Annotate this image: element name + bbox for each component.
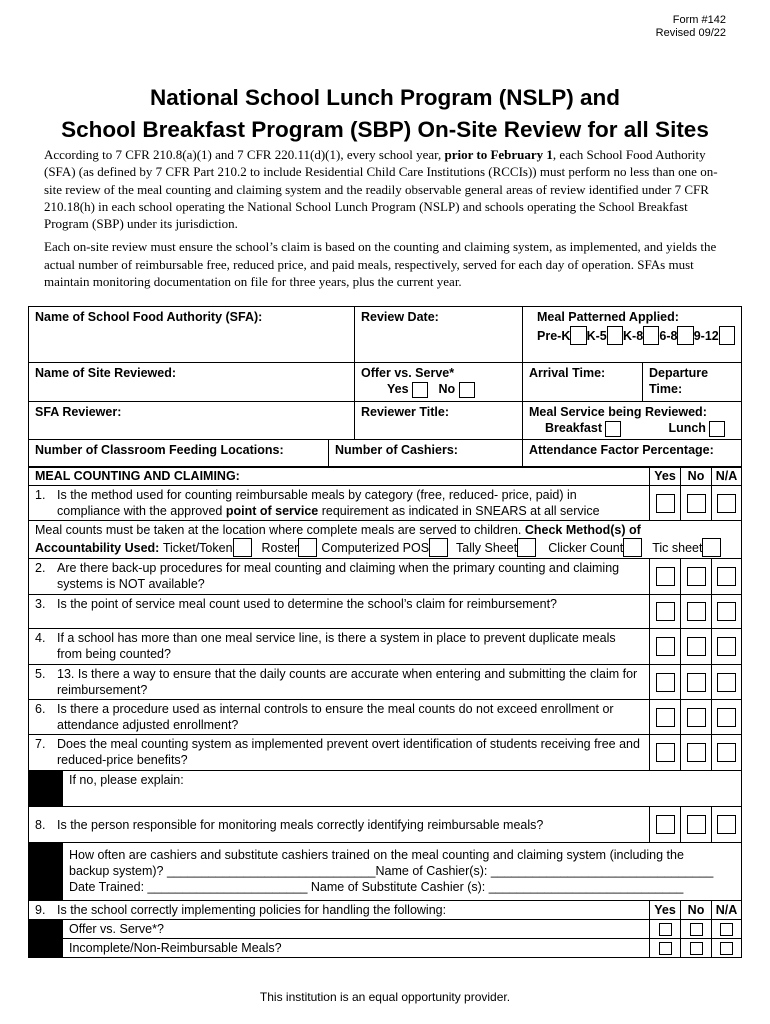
method-roster-checkbox[interactable] — [298, 538, 317, 557]
q3-text: Is the point of service meal count used to determine the school’s claim for reimbursement? — [57, 597, 558, 611]
title-line-2: School Breakfast Program (SBP) On-Site Review for all Sites — [61, 117, 709, 142]
q1-yes-checkbox[interactable] — [656, 494, 675, 513]
ovs-no-checkbox[interactable] — [459, 382, 475, 398]
q2-yes-checkbox[interactable] — [656, 567, 675, 586]
classroom-locations-field[interactable]: Number of Classroom Feeding Locations: — [29, 439, 329, 467]
method-pos-label: Computerized POS — [321, 540, 430, 555]
q3-no-cell — [681, 595, 712, 629]
q8-cashier-line[interactable]: backup system)? ______________________________Name of Cashier(s): ________________________________ — [69, 864, 714, 878]
q1-text-b: requirement as indicated in SNEARS at all service — [318, 504, 600, 518]
arrival-time-field[interactable]: Arrival Time: — [523, 363, 643, 402]
q9a-no-cell — [681, 920, 712, 939]
q8-number: 8. — [35, 817, 46, 832]
question-7 — [29, 735, 650, 771]
q2-no-cell — [681, 559, 712, 595]
q1-na-checkbox[interactable] — [717, 494, 736, 513]
q4-number: 4. — [35, 631, 46, 645]
ovs-no-label: No — [438, 382, 456, 396]
q9b-na-checkbox[interactable] — [720, 942, 733, 955]
q9b-no-checkbox[interactable] — [690, 942, 703, 955]
q4-yes-cell — [650, 629, 681, 665]
q7-number: 7. — [35, 737, 46, 751]
q2-number: 2. — [35, 561, 46, 575]
q7-no-checkbox[interactable] — [687, 743, 706, 762]
q8-no-checkbox[interactable] — [687, 815, 706, 834]
q3-no-checkbox[interactable] — [687, 602, 706, 621]
q5-yes-cell — [650, 665, 681, 700]
accountability-methods — [29, 521, 742, 559]
q6-na-checkbox[interactable] — [717, 708, 736, 727]
method-roster-label: Roster — [261, 540, 299, 555]
q9-col-no: No — [681, 901, 712, 920]
q9a-na-cell — [712, 920, 742, 939]
q9-number: 9. — [35, 903, 46, 917]
q4-no-cell — [681, 629, 712, 665]
q8-na-checkbox[interactable] — [717, 815, 736, 834]
checklist-header: MEAL COUNTING AND CLAIMING: — [29, 467, 650, 486]
ovs-cell — [355, 363, 523, 402]
q4-yes-checkbox[interactable] — [656, 637, 675, 656]
q6-number: 6. — [35, 702, 46, 716]
form-number-block — [656, 14, 726, 40]
meal-service-label: Meal Service being Reviewed: — [529, 405, 707, 419]
q7-yes-checkbox[interactable] — [656, 743, 675, 762]
q7-no-cell — [681, 735, 712, 771]
intro-p1-after: , each School Food Authority (SFA) (as defined by 7 CFR Part 210.2 to include Residential Child Care Institutions (RCCIs)) must perform no less than one on-site review of the meal counting and claiming system and the readily observable general areas of review identified under 7 CFR 210.18(h) in each school operating the National School Lunch Program (NSLP) and schools operating the School Breakfast Program (SBP) under its jurisdiction. — [44, 147, 718, 232]
intro-paragraph-2: Each on-site review must ensure the school’s claim is based on the counting and claiming system, as implemented, and yields the actual number of reimbursable free, reduced price, and paid meals, respectively, served for each day of operation. SFAs must maintain monitoring documentation on file for three years, plus the current year. — [44, 239, 717, 290]
question-1 — [29, 486, 650, 521]
grade-prek-label: Pre-K — [537, 328, 571, 343]
grade-k8-label: K-8 — [623, 328, 644, 343]
q9a-yes-checkbox[interactable] — [659, 923, 672, 936]
lunch-checkbox[interactable] — [709, 421, 725, 437]
q6-yes-checkbox[interactable] — [656, 708, 675, 727]
intro-text — [44, 146, 730, 290]
q3-na-cell — [712, 595, 742, 629]
q5-text: 13. Is there a way to ensure that the daily counts are accurate when entering and submitting the claim for reimbursement? — [57, 667, 638, 697]
q2-no-checkbox[interactable] — [687, 567, 706, 586]
q9-text: Is the school correctly implementing policies for handling the following: — [57, 903, 447, 917]
q1-number: 1. — [35, 488, 46, 502]
method-clicker-label: Clicker Count — [548, 540, 624, 555]
q6-no-cell — [681, 700, 712, 735]
meal-pattern-label: Meal Patterned Applied: — [537, 310, 679, 324]
ovs-options — [361, 381, 516, 398]
reviewer-title-field[interactable]: Reviewer Title: — [355, 402, 523, 440]
method-bold-2: Accountability Used: — [35, 540, 160, 555]
meal-pattern-cell — [523, 307, 742, 363]
q8-shaded-cell — [29, 843, 63, 901]
q9a-no-checkbox[interactable] — [690, 923, 703, 936]
col-na: N/A — [712, 467, 742, 486]
q9b-yes-checkbox[interactable] — [659, 942, 672, 955]
q7-shaded-cell — [29, 771, 63, 807]
grade-k5-checkbox[interactable] — [607, 326, 623, 345]
q6-text: Is there a procedure used as internal controls to ensure the meal counts do not exceed enrollment or attendance adjusted enrollment? — [57, 702, 614, 732]
grade-912-checkbox[interactable] — [719, 326, 735, 345]
title-line-1: National School Lunch Program (NSLP) and — [149, 85, 621, 110]
intro-p1-bold: prior to February 1 — [444, 147, 553, 162]
q9b-text: Incomplete/Non-Reimbursable Meals? — [63, 939, 650, 958]
q8-training-question: How often are cashiers and substitute cashiers trained on the meal counting and claiming system (including the — [69, 848, 684, 862]
page-title — [0, 82, 770, 146]
question-2 — [29, 559, 650, 595]
breakfast-label: Breakfast — [545, 421, 602, 435]
q6-no-checkbox[interactable] — [687, 708, 706, 727]
q9b-yes-cell — [650, 939, 681, 958]
q1-no-checkbox[interactable] — [687, 494, 706, 513]
q7-na-checkbox[interactable] — [717, 743, 736, 762]
question-3 — [29, 595, 650, 629]
form-number: Form #142 — [672, 14, 726, 26]
method-ticket-checkbox[interactable] — [233, 538, 252, 557]
question-9 — [29, 901, 650, 920]
method-clicker-checkbox[interactable] — [623, 538, 642, 557]
grade-prek-checkbox[interactable] — [570, 326, 586, 345]
q5-yes-checkbox[interactable] — [656, 673, 675, 692]
method-pos-checkbox[interactable] — [429, 538, 448, 557]
grade-k5-label: K-5 — [586, 328, 607, 343]
review-date-field[interactable]: Review Date: — [355, 307, 523, 363]
question-6 — [29, 700, 650, 735]
q2-yes-cell — [650, 559, 681, 595]
method-ticket-label: Ticket/Token — [162, 540, 233, 555]
q8-date-trained-line[interactable]: Date Trained: _______________________ Name of Substitute Cashier (s): ____________________________ — [69, 880, 684, 894]
lunch-label: Lunch — [668, 421, 706, 435]
q8-training-details — [63, 843, 742, 901]
q5-no-checkbox[interactable] — [687, 673, 706, 692]
meal-service-cell — [523, 402, 742, 440]
form-revised: Revised 09/22 — [655, 27, 726, 39]
q7-text: Does the meal counting system as implemented prevent overt identification of students receiving free and reduced-price benefits? — [57, 737, 640, 767]
ovs-yes-label: Yes — [387, 382, 409, 396]
q7-yes-cell — [650, 735, 681, 771]
question-8 — [29, 807, 650, 843]
q2-na-checkbox[interactable] — [717, 567, 736, 586]
q3-yes-checkbox[interactable] — [656, 602, 675, 621]
q1-text-a: Is the method used for counting reimbursable meals by category (free, reduced- price, paid) in compliance with the approved — [57, 488, 577, 518]
meal-service-options — [529, 420, 735, 437]
q1-text-bold: point of service — [225, 504, 319, 518]
method-ticsheet-label: Tic sheet — [652, 540, 703, 555]
method-text: Meal counts must be taken at the location where complete meals are served to children. — [35, 523, 525, 537]
sfa-reviewer-field[interactable]: SFA Reviewer: — [29, 402, 355, 440]
grade-68-label: 6-8 — [659, 328, 678, 343]
q4-na-cell — [712, 629, 742, 665]
col-yes: Yes — [650, 467, 681, 486]
q8-no-cell — [681, 807, 712, 843]
review-info-table — [28, 306, 742, 468]
q4-na-checkbox[interactable] — [717, 637, 736, 656]
departure-time-field[interactable]: Departure Time: — [643, 363, 742, 402]
q9a-yes-cell — [650, 920, 681, 939]
method-bold-1: Check Method(s) of — [524, 523, 641, 537]
ovs-label: Offer vs. Serve* — [361, 366, 455, 380]
q4-text: If a school has more than one meal service line, is there a system in place to prevent duplicate meals from being counted? — [57, 631, 616, 661]
q5-number: 5. — [35, 667, 46, 681]
q9a-na-checkbox[interactable] — [720, 923, 733, 936]
q9a-shaded-cell — [29, 920, 63, 939]
site-name-field[interactable]: Name of Site Reviewed: — [29, 363, 355, 402]
q2-text: Are there back-up procedures for meal counting and claiming when the primary counting and claiming systems is NOT available? — [57, 561, 620, 591]
meal-counting-checklist — [28, 466, 742, 958]
q3-number: 3. — [35, 597, 46, 611]
attendance-factor-field[interactable]: Attendance Factor Percentage: — [523, 439, 742, 467]
q5-na-cell — [712, 665, 742, 700]
q6-na-cell — [712, 700, 742, 735]
grade-912-label: 9-12 — [693, 328, 719, 343]
grade-options — [529, 326, 735, 345]
q8-text: Is the person responsible for monitoring meals correctly identifying reimbursable meals? — [57, 817, 544, 832]
q5-no-cell — [681, 665, 712, 700]
intro-paragraph-1 — [44, 146, 730, 232]
breakfast-checkbox[interactable] — [605, 421, 621, 437]
sfa-name-field[interactable]: Name of School Food Authority (SFA): — [29, 307, 355, 363]
q9a-text: Offer vs. Serve*? — [63, 920, 650, 939]
q9b-shaded-cell — [29, 939, 63, 958]
ovs-yes-checkbox[interactable] — [412, 382, 428, 398]
q5-na-checkbox[interactable] — [717, 673, 736, 692]
q8-yes-checkbox[interactable] — [656, 815, 675, 834]
q2-na-cell — [712, 559, 742, 595]
grade-k8-checkbox[interactable] — [643, 326, 659, 345]
q8-na-cell — [712, 807, 742, 843]
q1-na-cell — [712, 486, 742, 521]
q9-col-yes: Yes — [650, 901, 681, 920]
q7-na-cell — [712, 735, 742, 771]
intro-p1-before: According to 7 CFR 210.8(a)(1) and 7 CFR 220.11(d)(1), every school year, — [44, 147, 445, 162]
method-ticsheet-checkbox[interactable] — [702, 538, 721, 557]
q3-yes-cell — [650, 595, 681, 629]
q9b-no-cell — [681, 939, 712, 958]
q1-yes-cell — [650, 486, 681, 521]
q4-no-checkbox[interactable] — [687, 637, 706, 656]
grade-68-checkbox[interactable] — [677, 326, 693, 345]
method-tally-checkbox[interactable] — [517, 538, 536, 557]
method-tally-label: Tally Sheet — [456, 540, 518, 555]
q8-yes-cell — [650, 807, 681, 843]
cashiers-field[interactable]: Number of Cashiers: — [329, 439, 523, 467]
q1-no-cell — [681, 486, 712, 521]
q7-explain-field[interactable]: If no, please explain: — [63, 771, 742, 807]
col-no: No — [681, 467, 712, 486]
question-5 — [29, 665, 650, 700]
q9-col-na: N/A — [712, 901, 742, 920]
q3-na-checkbox[interactable] — [717, 602, 736, 621]
q6-yes-cell — [650, 700, 681, 735]
q9b-na-cell — [712, 939, 742, 958]
footer-statement: This institution is an equal opportunity provider. — [259, 990, 511, 1004]
question-4 — [29, 629, 650, 665]
